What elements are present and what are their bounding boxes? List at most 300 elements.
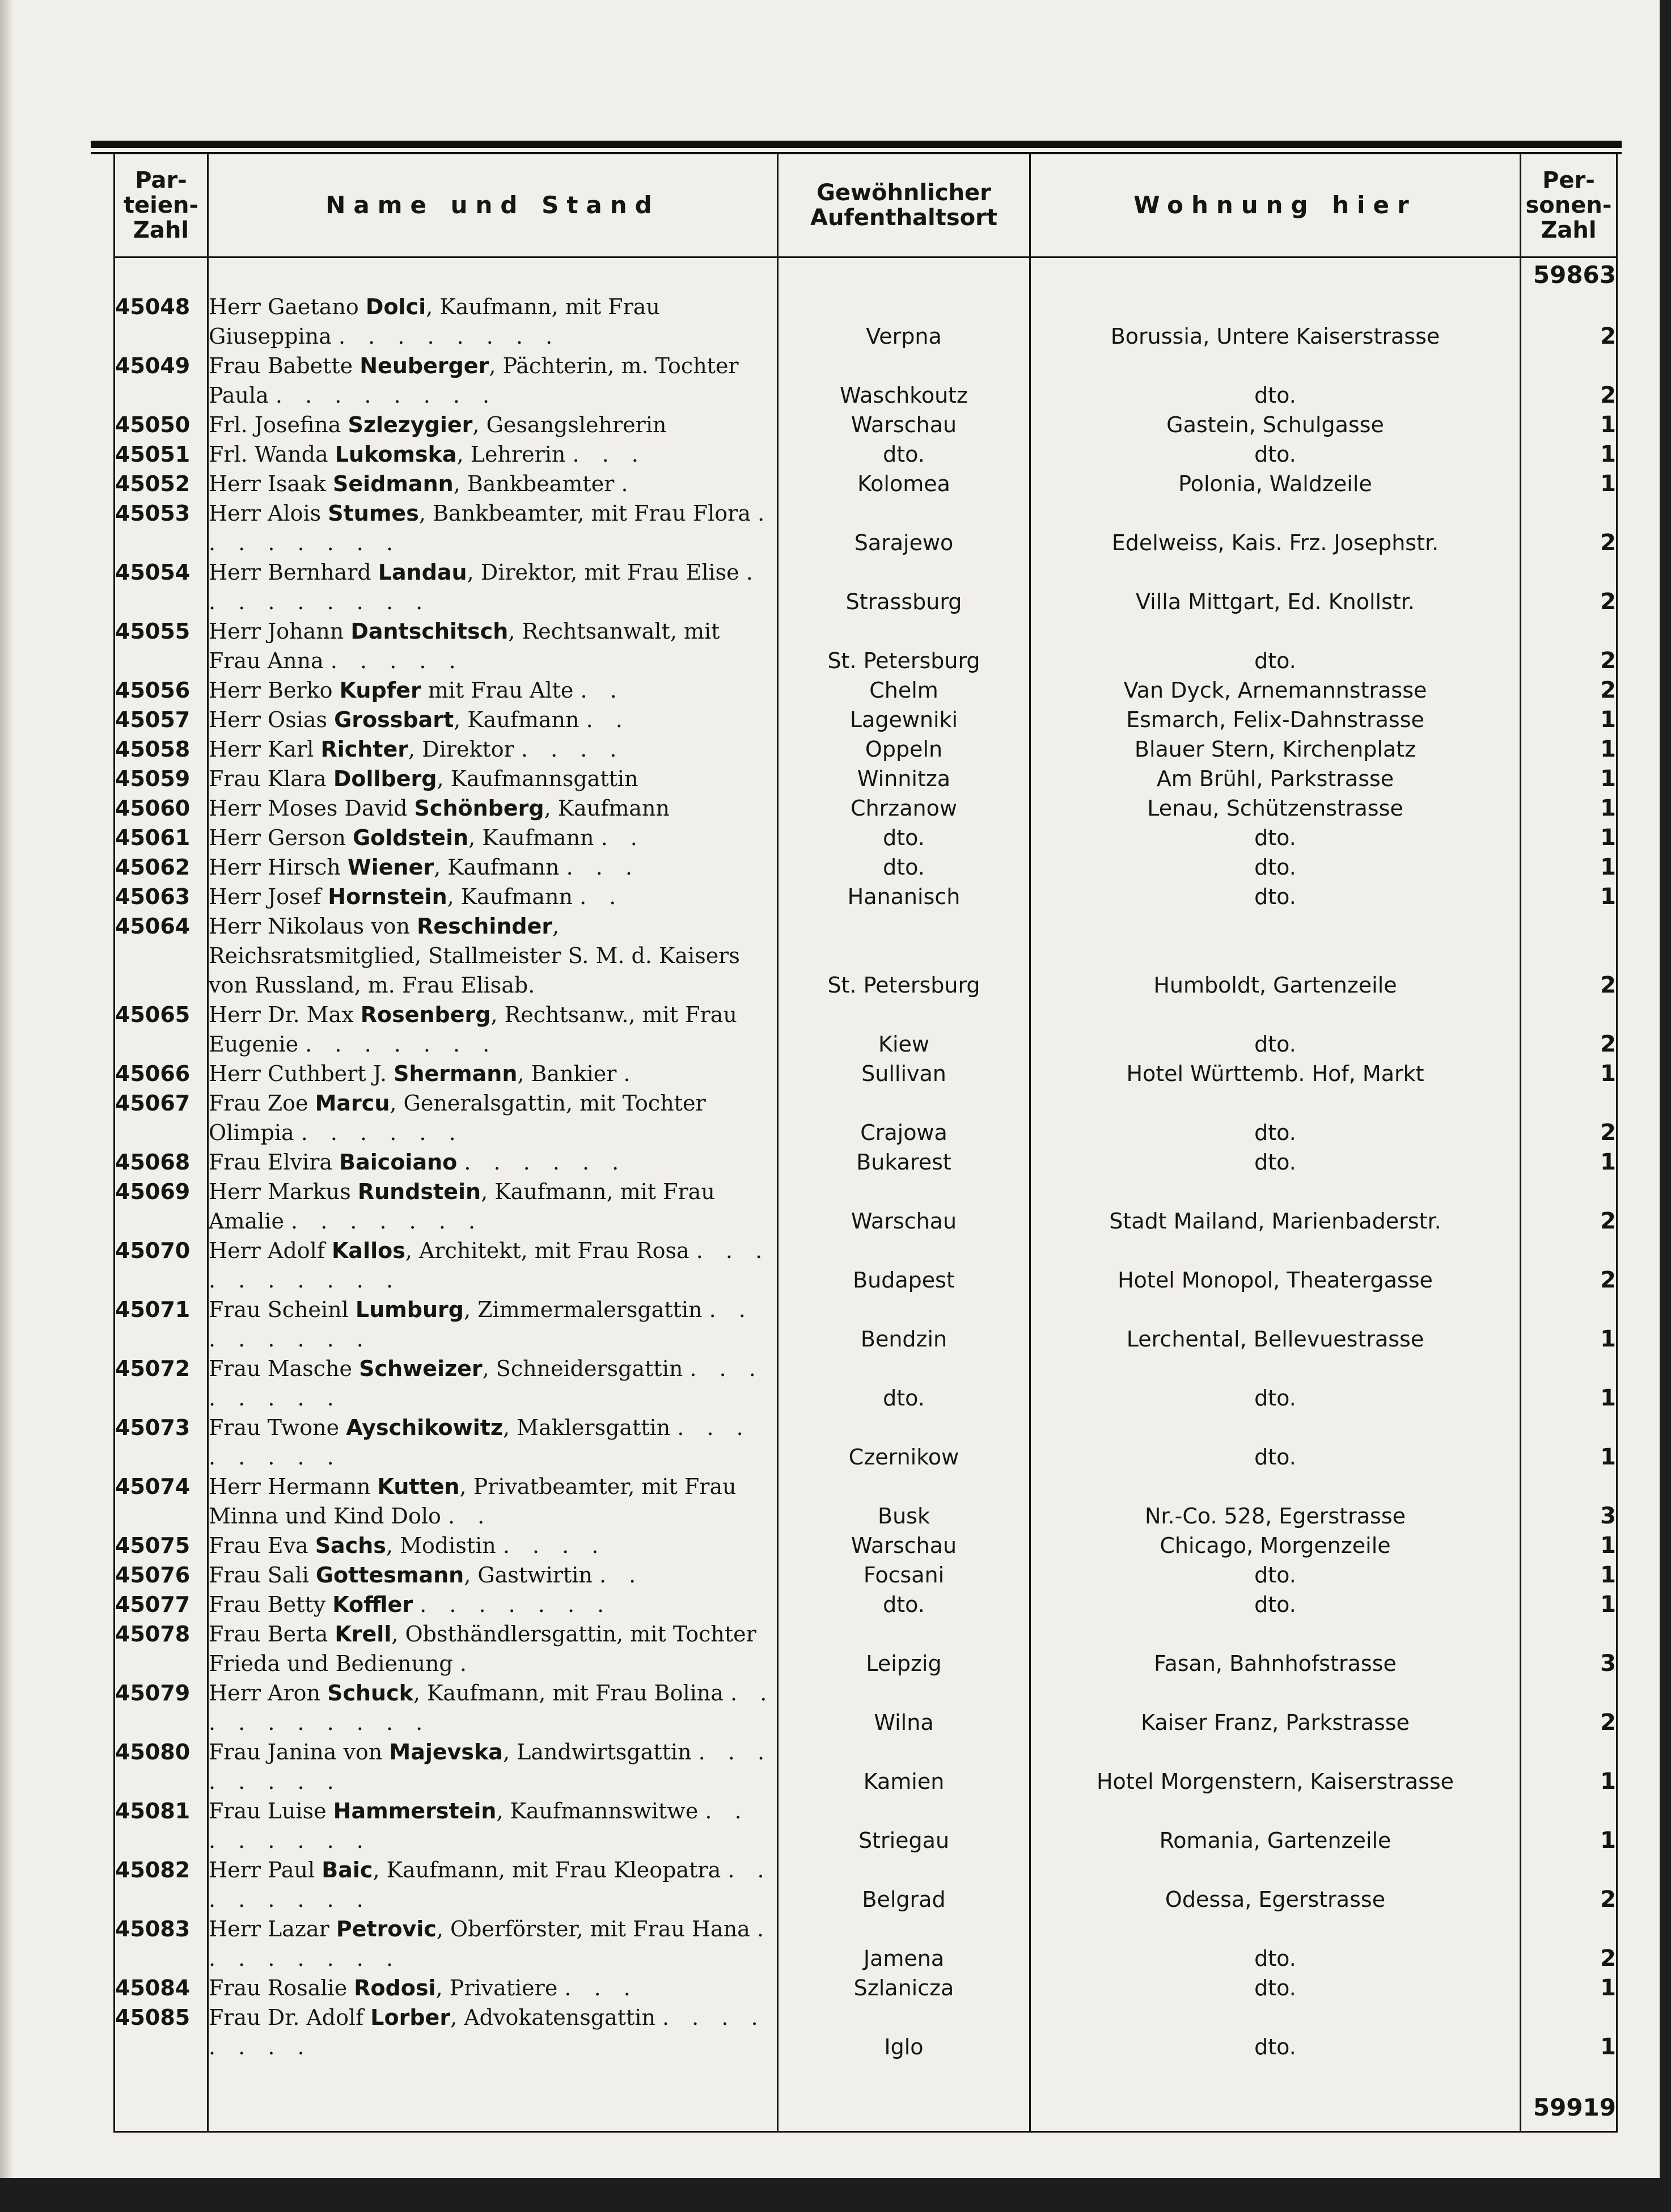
status-text: , Rechtsanw., mit Frau Eugenie	[209, 1002, 737, 1057]
usual-residence: dto.	[778, 823, 1030, 852]
party-number: 45062	[115, 852, 208, 882]
status-text: , Privatiere	[435, 1975, 558, 2000]
usual-residence: St. Petersburg	[778, 617, 1030, 676]
party-number: 45048	[115, 292, 208, 351]
person-count: 1	[1521, 1413, 1617, 1472]
status-text: , Kaufmann	[544, 796, 670, 821]
register-row	[115, 1796, 1617, 1855]
usual-residence: Czernikow	[778, 1413, 1030, 1472]
surname: Seidmann	[332, 471, 454, 496]
register-row	[115, 617, 1617, 676]
person-count: 1	[1521, 469, 1617, 499]
register-row	[115, 1147, 1617, 1177]
status-text: , Bankier	[517, 1061, 617, 1086]
surname: Shermann	[394, 1061, 518, 1086]
local-lodging: Hotel Württemb. Hof, Markt	[1030, 1059, 1521, 1088]
usual-residence: dto.	[778, 440, 1030, 469]
name-prefix: Herr Berko	[209, 678, 340, 703]
party-number: 45050	[115, 410, 208, 440]
register-row	[115, 292, 1617, 351]
party-number: 45070	[115, 1236, 208, 1295]
usual-residence: Warschau	[778, 410, 1030, 440]
party-number: 45063	[115, 882, 208, 911]
leader-dots: . . . . . . . .	[275, 383, 498, 408]
carry-forward-row	[115, 257, 1617, 293]
status-text: , Landwirtsgattin	[502, 1740, 692, 1764]
leader-dots: . . . . . . . .	[209, 1740, 773, 1794]
person-count: 1	[1521, 734, 1617, 764]
register-row	[115, 1590, 1617, 1619]
party-number: 45064	[115, 911, 208, 1000]
leader-dots: .	[623, 1061, 638, 1086]
person-count: 2	[1521, 911, 1617, 1000]
person-count: 1	[1521, 2003, 1617, 2062]
status-text: mit Frau Alte	[421, 678, 574, 703]
person-count: 2	[1521, 617, 1617, 676]
local-lodging: dto.	[1030, 440, 1521, 469]
leader-dots: . . . . . . . .	[209, 1415, 751, 1470]
person-count: 1	[1521, 852, 1617, 882]
name-and-status	[208, 1059, 778, 1088]
usual-residence: Hananisch	[778, 882, 1030, 911]
person-count: 1	[1521, 823, 1617, 852]
usual-residence: Kamien	[778, 1737, 1030, 1796]
person-count: 2	[1521, 351, 1617, 410]
local-lodging: dto.	[1030, 2003, 1521, 2062]
party-number: 45068	[115, 1147, 208, 1177]
leader-dots: . . . . . .	[301, 1120, 464, 1145]
party-number: 45053	[115, 499, 208, 558]
name-prefix: Herr Aron	[209, 1681, 328, 1706]
register-row	[115, 676, 1617, 705]
person-count: 2	[1521, 1236, 1617, 1295]
name-and-status	[208, 1737, 778, 1796]
usual-residence: Jamena	[778, 1914, 1030, 1973]
top-rule	[91, 141, 1622, 148]
surname: Petrovic	[336, 1916, 437, 1941]
register-row	[115, 1914, 1617, 1973]
name-and-status	[208, 558, 778, 617]
status-text: , Kaufmann, mit Frau Giuseppina	[209, 294, 660, 349]
name-prefix: Herr Dr. Max	[209, 1002, 361, 1027]
surname: Majevska	[389, 1740, 503, 1764]
usual-residence: Kolomea	[778, 469, 1030, 499]
name-and-status	[208, 440, 778, 469]
party-number: 45065	[115, 1000, 208, 1059]
surname: Marcu	[315, 1091, 390, 1116]
party-number: 45073	[115, 1413, 208, 1472]
register-row	[115, 793, 1617, 823]
local-lodging: Kaiser Franz, Parkstrasse	[1030, 1678, 1521, 1737]
surname: Lorber	[370, 2005, 451, 2030]
status-text: , Lehrerin	[456, 442, 566, 467]
leader-dots: . .	[448, 1504, 493, 1529]
name-prefix: Frau Scheinl	[209, 1297, 356, 1322]
usual-residence: Lagewniki	[778, 705, 1030, 734]
leader-dots: . .	[580, 678, 625, 703]
leader-dots: . . . . . . . . .	[209, 560, 761, 614]
local-lodging: dto.	[1030, 351, 1521, 410]
register-row	[115, 2003, 1617, 2062]
surname: Kallos	[331, 1238, 405, 1263]
status-text: , Maklersgattin	[503, 1415, 671, 1440]
surname: Sachs	[315, 1533, 386, 1558]
local-lodging: Fasan, Bahnhofstrasse	[1030, 1619, 1521, 1678]
local-lodging: dto.	[1030, 1147, 1521, 1177]
name-and-status	[208, 469, 778, 499]
leader-dots: . . . . . . . .	[339, 324, 561, 349]
person-count: 1	[1521, 440, 1617, 469]
status-text: , Modistin	[386, 1533, 496, 1558]
usual-residence: dto.	[778, 852, 1030, 882]
name-and-status	[208, 1590, 778, 1619]
surname: Hammerstein	[333, 1799, 497, 1823]
leader-dots: . . . .	[521, 737, 625, 762]
surname: Neuberger	[359, 353, 489, 378]
usual-residence: Wilna	[778, 1678, 1030, 1737]
name-prefix: Frau Eva	[209, 1533, 315, 1558]
name-and-status	[208, 1000, 778, 1059]
running-total-row	[115, 2084, 1617, 2132]
running-total: 59919	[1521, 2084, 1617, 2132]
usual-residence: Budapest	[778, 1236, 1030, 1295]
person-count: 1	[1521, 1590, 1617, 1619]
name-prefix: Herr Lazar	[209, 1916, 336, 1941]
local-lodging: Odessa, Egerstrasse	[1030, 1855, 1521, 1914]
name-and-status	[208, 1560, 778, 1590]
status-text: , Kaufmann, mit Frau Amalie	[209, 1179, 715, 1234]
register-row	[115, 1973, 1617, 2003]
name-and-status	[208, 852, 778, 882]
local-lodging: Hotel Monopol, Theatergasse	[1030, 1236, 1521, 1295]
header-party-number: Par-teien-Zahl	[115, 154, 208, 257]
leader-dots: . .	[599, 1563, 644, 1588]
leader-dots: . . . . . . . .	[209, 1858, 772, 1912]
name-prefix: Herr Adolf	[209, 1238, 332, 1263]
local-lodging: Van Dyck, Arnemannstrasse	[1030, 676, 1521, 705]
local-lodging: dto.	[1030, 1973, 1521, 2003]
person-count: 2	[1521, 1177, 1617, 1236]
person-count: 2	[1521, 1000, 1617, 1059]
local-lodging: dto.	[1030, 852, 1521, 882]
local-lodging: dto.	[1030, 1590, 1521, 1619]
header-name-and-status: Name und Stand	[208, 154, 778, 257]
person-count: 1	[1521, 1973, 1617, 2003]
register-row	[115, 410, 1617, 440]
name-prefix: Frau Masche	[209, 1356, 359, 1381]
usual-residence: Winnitza	[778, 764, 1030, 793]
name-and-status	[208, 499, 778, 558]
person-count: 2	[1521, 1678, 1617, 1737]
name-and-status	[208, 823, 778, 852]
person-count: 2	[1521, 1914, 1617, 1973]
surname: Dolci	[365, 294, 426, 319]
name-prefix: Frl. Josefina	[209, 412, 348, 437]
party-number: 45071	[115, 1295, 208, 1354]
usual-residence: Bendzin	[778, 1295, 1030, 1354]
leader-dots: .	[459, 1651, 475, 1676]
name-and-status	[208, 1177, 778, 1236]
register-row	[115, 469, 1617, 499]
name-prefix: Frau Betty	[209, 1592, 333, 1617]
surname: Schönberg	[414, 796, 544, 821]
status-text: , Rechtsanwalt, mit Frau Anna	[209, 619, 720, 673]
name-and-status	[208, 1354, 778, 1413]
party-number: 45060	[115, 793, 208, 823]
usual-residence: Kiew	[778, 1000, 1030, 1059]
leader-dots: . . . . . .	[464, 1150, 627, 1175]
status-text: , Kaufmannsgattin	[437, 766, 638, 791]
local-lodging: Lenau, Schützenstrasse	[1030, 793, 1521, 823]
person-count: 1	[1521, 1531, 1617, 1560]
name-and-status	[208, 1914, 778, 1973]
surname: Rosenberg	[360, 1002, 491, 1027]
local-lodging: dto.	[1030, 1000, 1521, 1059]
status-text: , Gesangslehrerin	[472, 412, 667, 437]
person-count: 1	[1521, 410, 1617, 440]
surname: Baicoiano	[339, 1150, 458, 1175]
local-lodging: Lerchental, Bellevuestrasse	[1030, 1295, 1521, 1354]
header-local-lodging: Wohnung hier	[1030, 154, 1521, 257]
usual-residence: Leipzig	[778, 1619, 1030, 1678]
person-count: 2	[1521, 1855, 1617, 1914]
local-lodging: Polonia, Waldzeile	[1030, 469, 1521, 499]
register-row	[115, 1560, 1617, 1590]
person-count: 1	[1521, 1560, 1617, 1590]
name-prefix: Herr Markus	[209, 1179, 358, 1204]
leader-dots: . . . . . . . . . .	[209, 1238, 771, 1293]
usual-residence: Focsani	[778, 1560, 1030, 1590]
name-and-status	[208, 1855, 778, 1914]
name-and-status	[208, 705, 778, 734]
local-lodging: dto.	[1030, 617, 1521, 676]
page-edge-left	[0, 0, 14, 2212]
local-lodging: Chicago, Morgenzeile	[1030, 1531, 1521, 1560]
name-prefix: Frau Klara	[209, 766, 333, 791]
status-text: , Direktor	[408, 737, 514, 762]
name-prefix: Herr Hirsch	[209, 855, 348, 880]
person-count: 1	[1521, 764, 1617, 793]
register-row	[115, 911, 1617, 1000]
party-number: 45078	[115, 1619, 208, 1678]
surname: Dollberg	[333, 766, 437, 791]
status-text: , Kaufmann	[468, 825, 594, 850]
party-number: 45085	[115, 2003, 208, 2062]
local-lodging: Hotel Morgenstern, Kaiserstrasse	[1030, 1737, 1521, 1796]
party-number: 45054	[115, 558, 208, 617]
register-row	[115, 1855, 1617, 1914]
party-number: 45058	[115, 734, 208, 764]
surname: Wiener	[347, 855, 434, 880]
surname: Lukomska	[335, 442, 457, 467]
name-and-status	[208, 1796, 778, 1855]
party-number: 45069	[115, 1177, 208, 1236]
status-text: , Reichsratsmitglied, Stallmeister S. M. d. Kaisers von Russland, m. Frau Elisab.	[209, 914, 740, 998]
name-prefix: Herr Cuthbert J.	[209, 1061, 394, 1086]
surname: Schweizer	[359, 1356, 483, 1381]
usual-residence: Oppeln	[778, 734, 1030, 764]
local-lodging: dto.	[1030, 1914, 1521, 1973]
register-row	[115, 852, 1617, 882]
local-lodging: dto.	[1030, 1560, 1521, 1590]
register-row	[115, 1472, 1617, 1531]
local-lodging: dto.	[1030, 1413, 1521, 1472]
leader-dots: . . .	[572, 442, 646, 467]
status-text: , Direktor, mit Frau Elise	[467, 560, 739, 585]
local-lodging: dto.	[1030, 1354, 1521, 1413]
name-prefix: Herr Paul	[209, 1858, 322, 1882]
name-prefix: Frau Zoe	[209, 1091, 315, 1116]
name-prefix: Herr Nikolaus von	[209, 914, 417, 939]
leader-dots: . . .	[564, 1975, 638, 2000]
register-row	[115, 882, 1617, 911]
leader-dots: . . . . . . . .	[209, 501, 773, 555]
name-and-status	[208, 734, 778, 764]
register-row	[115, 499, 1617, 558]
person-count: 2	[1521, 558, 1617, 617]
leader-dots: . . . . . . . .	[209, 1916, 772, 1971]
register-row	[115, 734, 1617, 764]
leader-dots: . . . . .	[330, 648, 464, 673]
usual-residence: Warschau	[778, 1531, 1030, 1560]
surname: Kutten	[377, 1474, 460, 1499]
local-lodging: Stadt Mailand, Marienbaderstr.	[1030, 1177, 1521, 1236]
person-count: 2	[1521, 292, 1617, 351]
party-number: 45074	[115, 1472, 208, 1531]
party-number: 45079	[115, 1678, 208, 1737]
leader-dots: . . . . . . . .	[209, 2005, 766, 2059]
surname: Baic	[321, 1858, 373, 1882]
status-text: , Kaufmann	[447, 884, 573, 909]
party-number: 45072	[115, 1354, 208, 1413]
register-row	[115, 764, 1617, 793]
person-count: 1	[1521, 1737, 1617, 1796]
page-edge-right	[1660, 0, 1671, 2212]
surname: Lumburg	[355, 1297, 464, 1322]
register-row	[115, 440, 1617, 469]
local-lodging: Nr.-Co. 528, Egerstrasse	[1030, 1472, 1521, 1531]
guest-register-table	[113, 154, 1618, 2133]
register-row	[115, 1413, 1617, 1472]
status-text: , Zimmermalersgattin	[463, 1297, 703, 1322]
person-count: 3	[1521, 1619, 1617, 1678]
status-text: , Schneidersgattin	[482, 1356, 683, 1381]
party-number: 45059	[115, 764, 208, 793]
usual-residence: Sarajewo	[778, 499, 1030, 558]
name-and-status	[208, 1295, 778, 1354]
leader-dots: . . . . . . . .	[209, 1356, 764, 1411]
surname: Hornstein	[328, 884, 447, 909]
usual-residence: Waschkoutz	[778, 351, 1030, 410]
surname: Gottesmann	[315, 1563, 464, 1588]
local-lodging: dto.	[1030, 1088, 1521, 1147]
status-text: , Kaufmann, mit Frau Kleopatra	[373, 1858, 721, 1882]
name-and-status	[208, 2003, 778, 2062]
usual-residence: Chelm	[778, 676, 1030, 705]
register-row	[115, 1619, 1617, 1678]
usual-residence: Busk	[778, 1472, 1030, 1531]
party-number: 45077	[115, 1590, 208, 1619]
name-and-status	[208, 793, 778, 823]
name-prefix: Frau Elvira	[209, 1150, 340, 1175]
register-row	[115, 1059, 1617, 1088]
register-row	[115, 1000, 1617, 1059]
local-lodging: Villa Mittgart, Ed. Knollstr.	[1030, 558, 1521, 617]
leader-dots: . .	[579, 884, 624, 909]
party-number: 45056	[115, 676, 208, 705]
name-prefix: Herr Hermann	[209, 1474, 378, 1499]
status-text: , Kaufmann	[434, 855, 560, 880]
party-number: 45051	[115, 440, 208, 469]
name-and-status	[208, 676, 778, 705]
person-count: 1	[1521, 882, 1617, 911]
person-count: 3	[1521, 1472, 1617, 1531]
usual-residence: Strassburg	[778, 558, 1030, 617]
person-count: 1	[1521, 1354, 1617, 1413]
status-text: , Privatbeamter, mit Frau Minna und Kind Dolo	[209, 1474, 737, 1529]
party-number: 45057	[115, 705, 208, 734]
usual-residence: Sullivan	[778, 1059, 1030, 1088]
name-prefix: Herr Alois	[209, 501, 328, 526]
name-and-status	[208, 911, 778, 1000]
person-count: 2	[1521, 676, 1617, 705]
register-row	[115, 1088, 1617, 1147]
surname: Stumes	[328, 501, 419, 526]
status-text: , Generalsgattin, mit Tochter Olimpia	[209, 1091, 706, 1145]
party-number: 45076	[115, 1560, 208, 1590]
surname: Szlezygier	[348, 412, 473, 437]
status-text: , Bankbeamter	[453, 471, 615, 496]
name-prefix: Herr Josef	[209, 884, 328, 909]
name-and-status	[208, 410, 778, 440]
leader-dots: . . . . . . . .	[209, 1799, 750, 1853]
usual-residence: Iglo	[778, 2003, 1030, 2062]
name-prefix: Frl. Wanda	[209, 442, 335, 467]
leader-dots: . . .	[566, 855, 641, 880]
person-count: 1	[1521, 1147, 1617, 1177]
name-and-status	[208, 1973, 778, 2003]
status-text: , Advokatensgattin	[450, 2005, 655, 2030]
register-row	[115, 1354, 1617, 1413]
name-and-status	[208, 1531, 778, 1560]
name-prefix: Herr Osias	[209, 707, 335, 732]
leader-dots: .	[621, 471, 636, 496]
surname: Ayschikowitz	[346, 1415, 504, 1440]
person-count: 1	[1521, 1059, 1617, 1088]
local-lodging: Blauer Stern, Kirchenplatz	[1030, 734, 1521, 764]
name-prefix: Herr Gerson	[209, 825, 353, 850]
name-and-status	[208, 351, 778, 410]
leader-dots: . .	[600, 825, 645, 850]
name-prefix: Frau Luise	[209, 1799, 333, 1823]
name-prefix: Herr Moses David	[209, 796, 414, 821]
name-and-status	[208, 617, 778, 676]
local-lodging: Borussia, Untere Kaiserstrasse	[1030, 292, 1521, 351]
name-prefix: Frau Sali	[209, 1563, 316, 1588]
leader-dots: . . . . . . .	[420, 1592, 612, 1617]
local-lodging: dto.	[1030, 882, 1521, 911]
name-and-status	[208, 1619, 778, 1678]
name-prefix: Frau Dr. Adolf	[209, 2005, 371, 2030]
name-prefix: Frau Berta	[209, 1622, 335, 1647]
header-usual-residence: Gewöhnlicher Aufenthaltsort	[778, 154, 1030, 257]
leader-dots: . .	[586, 707, 631, 732]
register-row	[115, 1177, 1617, 1236]
party-number: 45066	[115, 1059, 208, 1088]
leader-dots: . . . . . . . .	[209, 1297, 754, 1352]
party-number: 45067	[115, 1088, 208, 1147]
surname: Kupfer	[339, 678, 421, 703]
